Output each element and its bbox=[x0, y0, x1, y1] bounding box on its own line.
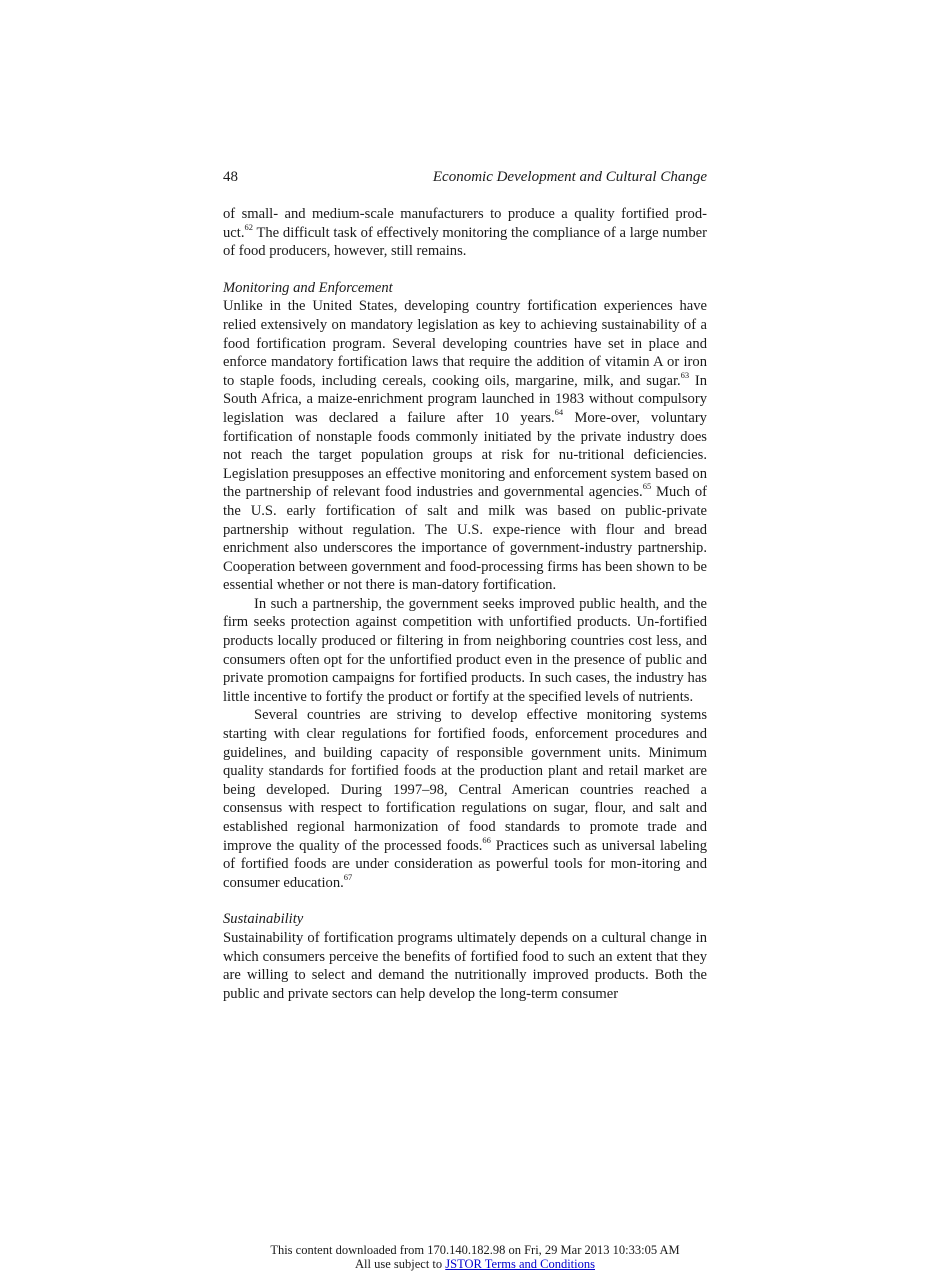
text-run: Sustainability of fortification programs ultimately depends on a cultural change in which consumers perceive the benefits of fortified food to such an extent that they are willing to select and demand the nutritionally improved products. Both the public and private sectors can help develop the long-term consumer bbox=[223, 929, 707, 1002]
text-run: The difficult task of effectively monitoring the compliance of a large number of food producers, however, still remains. bbox=[223, 224, 707, 260]
text-run: Practices such as universal labeling of fortified foods are under consideration as powerful tools for mon-itoring and consumer education. bbox=[223, 837, 707, 891]
footnote-ref-66: 66 bbox=[482, 834, 491, 845]
section-heading-sustainability: Sustainability bbox=[223, 911, 304, 928]
text-run: In South Africa, a maize-enrichment program launched in 1983 without compulsory legislation was declared a failure after 10 years. bbox=[223, 372, 707, 426]
footnote-ref-64: 64 bbox=[554, 407, 564, 418]
text-run: In such a partnership, the government seeks improved public health, and the firm seeks protection against competition with unfortified products. Un-fortified products locally produced or filtering in from neighboring countries cost less, and consumers often opt for the unfortified product even in the presence of public and private promotion campaigns for fortified products. In such cases, the industry has little incentive to fortify the product or fortify at the specified levels of nutrients. bbox=[223, 595, 707, 705]
journal-title: Economic Development and Cultural Change bbox=[432, 169, 707, 185]
text-run: Much of the U.S. early fortification of salt and milk was based on public-private partnership without regulation. The U.S. expe-rience with flour and bread enrichment also underscores the importance of government-industry partnership. Cooperation between government and food-processing firms has been shown to be essential whether or not there is man-datory fortification. bbox=[223, 484, 707, 594]
terms-link[interactable]: JSTOR Terms and Conditions bbox=[445, 1257, 595, 1271]
footnote-ref-65: 65 bbox=[642, 481, 652, 492]
text-run: Several countries are striving to develop effective monitoring systems starting with clear regulations for fortified foods, enforcement procedures and guidelines, and building capacity of responsible government units. Minimum quality standards for fortified foods at the production plant and retail market are being developed. During 1997–98, Central American countries reached a consensus with respect to fortification regulations on sugar, flour, and salt and established regional harmonization of food standards to promote trade and improve the quality of the processed foods. bbox=[223, 707, 707, 854]
download-notice: This content downloaded from 170.140.182.98 on Fri, 29 Mar 2013 10:33:05 AM bbox=[270, 1243, 680, 1257]
article-body bbox=[223, 205, 707, 1003]
footnote-ref-62: 62 bbox=[244, 221, 253, 232]
paragraph-monitoring-2 bbox=[223, 595, 707, 707]
text-run: of small- and medium-scale manufacturers to produce a quality fortified prod-uct. bbox=[223, 206, 707, 241]
terms-prefix: All use subject to bbox=[355, 1257, 446, 1271]
text-run: Unlike in the United States, developing country fortification experiences have relied extensively on mandatory legislation as key to achieving sustainability of a food fortification program. Several developing countries have set in place and enforce mandatory fortification laws that require the addition of vitamin A or iron to staple foods, including cereals, cooking oils, margarine, milk, and sugar. bbox=[223, 298, 707, 389]
paragraph-sustainability-1 bbox=[223, 929, 707, 1003]
running-head bbox=[223, 168, 707, 186]
terms-line bbox=[0, 1257, 950, 1271]
footnote-ref-63: 63 bbox=[680, 369, 690, 380]
page-number: 48 bbox=[223, 169, 238, 185]
footnote-ref-67: 67 bbox=[343, 871, 353, 882]
section-heading-monitoring: Monitoring and Enforcement bbox=[223, 279, 393, 296]
jstor-footer bbox=[0, 1243, 950, 1271]
text-run: More-over, voluntary fortification of nonstaple foods commonly initiated by the private industry does not reach the target population groups at risk for nu-tritional deficiencies. Legislation presupposes an effective monitoring and enforcement system based on the partnership of relevant food industries and governmental agencies. bbox=[223, 409, 707, 501]
paragraph-monitoring-3 bbox=[223, 706, 707, 892]
paragraph-monitoring-1 bbox=[223, 297, 707, 595]
article-page bbox=[223, 168, 707, 1003]
paragraph-continuation bbox=[223, 205, 707, 261]
